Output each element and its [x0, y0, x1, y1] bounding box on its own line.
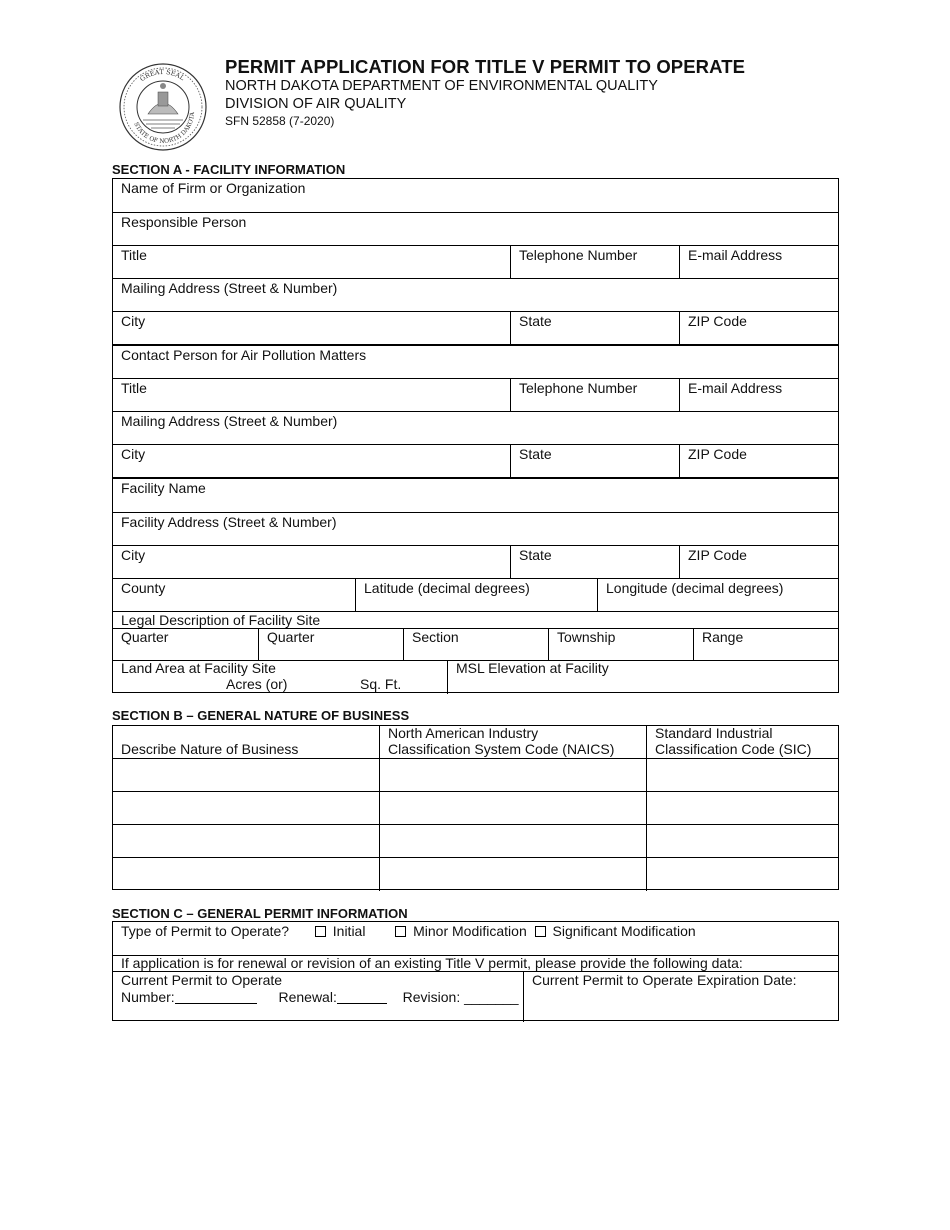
svg-text:STATE OF NORTH DAKOTA: STATE OF NORTH DAKOTA: [132, 111, 197, 146]
minor-modification-label: Minor Modification: [413, 923, 527, 939]
sic-cell[interactable]: [646, 792, 838, 824]
table-header-row: [113, 726, 838, 759]
expiration-date-field[interactable]: [523, 972, 838, 1022]
initial-checkbox[interactable]: [315, 926, 326, 937]
renewal-label: Renewal:: [278, 989, 337, 1005]
state-seal-logo: [118, 62, 208, 152]
naics-cell[interactable]: [379, 759, 646, 791]
county-label: County: [121, 580, 166, 596]
permit-number-input[interactable]: [175, 991, 257, 1004]
state-label: State: [519, 547, 552, 563]
agency-name: NORTH DAKOTA DEPARTMENT OF ENVIRONMENTAL QUALITY: [225, 78, 658, 94]
table-row: [113, 759, 838, 792]
current-permit-label: Current Permit to Operate: [121, 972, 283, 988]
business-cell[interactable]: [113, 825, 379, 857]
col-naics-label-1: North American Industry: [388, 725, 539, 741]
initial-label: Initial: [332, 923, 366, 939]
state-field[interactable]: [510, 312, 679, 344]
land-area-label: Land Area at Facility Site: [121, 660, 276, 676]
legal-description-row: [113, 612, 838, 629]
contact-person-label: Contact Person for Air Pollution Matters: [121, 347, 367, 363]
permit-type-question: Type of Permit to Operate?: [121, 923, 290, 939]
business-cell[interactable]: [113, 759, 379, 791]
contact-email-field[interactable]: [679, 379, 838, 411]
expiration-date-label: Current Permit to Operate Expiration Date:: [532, 972, 797, 988]
zip-label: ZIP Code: [688, 313, 747, 329]
facility-address-field[interactable]: [113, 513, 838, 546]
revision-label[interactable]: Revision: _______: [402, 989, 519, 1005]
township-label: Township: [557, 629, 616, 645]
facility-name-field[interactable]: [113, 479, 838, 513]
mailing-address-label: Mailing Address (Street & Number): [121, 413, 338, 429]
title-label: Title: [121, 247, 147, 263]
contact-person-field[interactable]: [113, 346, 838, 379]
table-row: [113, 858, 838, 891]
msl-elevation-field[interactable]: [447, 661, 838, 694]
col-sic-header: [646, 726, 838, 758]
svg-text:GREAT SEAL: GREAT SEAL: [138, 67, 187, 84]
longitude-field[interactable]: [597, 579, 838, 611]
section-b-title: SECTION B – GENERAL NATURE OF BUSINESS: [112, 708, 410, 723]
contact-state-field[interactable]: [510, 445, 679, 477]
facility-state-field[interactable]: [510, 546, 679, 578]
section-b-table: [112, 725, 839, 890]
mailing-address-field[interactable]: [113, 279, 838, 312]
longitude-label: Longitude (decimal degrees): [606, 580, 784, 596]
facility-name-label: Facility Name: [121, 480, 206, 496]
table-row: [113, 825, 838, 858]
significant-modification-checkbox[interactable]: [535, 926, 546, 937]
msl-elevation-label: MSL Elevation at Facility: [456, 660, 609, 676]
col-naics-header: [379, 726, 646, 758]
col-sic-label-1: Standard Industrial: [655, 725, 773, 741]
permit-number-label: Number:: [121, 989, 175, 1005]
state-label: State: [519, 446, 552, 462]
renewal-note: If application is for renewal or revision of an existing Title V permit, please provide the following data:: [121, 955, 743, 971]
facility-zip-field[interactable]: [679, 546, 838, 578]
col-business-header: [113, 726, 379, 758]
table-row: [113, 792, 838, 825]
section-a-title: SECTION A - FACILITY INFORMATION: [112, 162, 346, 177]
contact-mailing-address-field[interactable]: [113, 412, 838, 445]
responsible-email-field[interactable]: [679, 246, 838, 278]
city-label: City: [121, 313, 146, 329]
significant-modification-label: Significant Modification: [552, 923, 696, 939]
firm-name-label: Name of Firm or Organization: [121, 180, 306, 196]
col-business-label: Describe Nature of Business: [121, 741, 299, 757]
facility-city-field[interactable]: [113, 546, 510, 578]
business-cell[interactable]: [113, 858, 379, 891]
contact-city-field[interactable]: [113, 445, 510, 477]
col-naics-label-2: Classification System Code (NAICS): [388, 741, 615, 757]
mailing-address-label: Mailing Address (Street & Number): [121, 280, 338, 296]
range-field[interactable]: [693, 629, 838, 660]
sic-cell[interactable]: [646, 825, 838, 857]
zip-label: ZIP Code: [688, 547, 747, 563]
section-a-form: [112, 178, 839, 693]
section-label: Section: [412, 629, 459, 645]
quarter-label: Quarter: [121, 629, 169, 645]
sic-cell[interactable]: [646, 858, 838, 891]
email-label: E-mail Address: [688, 247, 783, 263]
city-label: City: [121, 446, 146, 462]
latitude-label: Latitude (decimal degrees): [364, 580, 530, 596]
zip-field[interactable]: [679, 312, 838, 344]
section-field[interactable]: [403, 629, 548, 660]
division-name: DIVISION OF AIR QUALITY: [225, 96, 407, 112]
contact-zip-field[interactable]: [679, 445, 838, 477]
contact-title-field[interactable]: [113, 379, 510, 411]
zip-label: ZIP Code: [688, 446, 747, 462]
responsible-person-field[interactable]: [113, 213, 838, 246]
form-number: SFN 52858 (7-2020): [225, 114, 335, 128]
contact-telephone-field[interactable]: [510, 379, 679, 411]
telephone-label: Telephone Number: [519, 380, 638, 396]
form-title: PERMIT APPLICATION FOR TITLE V PERMIT TO OPERATE: [225, 56, 746, 77]
sq-ft-label: Sq. Ft.: [360, 676, 402, 692]
title-label: Title: [121, 380, 147, 396]
county-field[interactable]: [113, 579, 355, 611]
business-cell[interactable]: [113, 792, 379, 824]
renewal-note-row: [113, 956, 838, 972]
firm-name-field[interactable]: [113, 179, 838, 213]
section-c-title: SECTION C – GENERAL PERMIT INFORMATION: [112, 906, 408, 921]
sic-cell[interactable]: [646, 759, 838, 791]
current-permit-field: [113, 972, 523, 1022]
latitude-field[interactable]: [355, 579, 597, 611]
city-field[interactable]: [113, 312, 510, 344]
naics-cell[interactable]: [379, 825, 646, 857]
facility-address-label: Facility Address (Street & Number): [121, 514, 337, 530]
naics-cell[interactable]: [379, 858, 646, 891]
state-label: State: [519, 313, 552, 329]
responsible-title-field[interactable]: [113, 246, 510, 278]
range-label: Range: [702, 629, 744, 645]
telephone-label: Telephone Number: [519, 247, 638, 263]
naics-cell[interactable]: [379, 792, 646, 824]
email-label: E-mail Address: [688, 380, 783, 396]
quarter-field-2[interactable]: [258, 629, 403, 660]
minor-modification-checkbox[interactable]: [395, 926, 406, 937]
legal-description-label: Legal Description of Facility Site: [121, 612, 321, 628]
land-area-field[interactable]: [113, 661, 447, 694]
permit-type-row: [113, 922, 838, 956]
township-field[interactable]: [548, 629, 693, 660]
acres-label: Acres (or): [226, 676, 288, 692]
quarter-field-1[interactable]: [113, 629, 258, 660]
section-c-form: [112, 921, 839, 1021]
quarter-label: Quarter: [267, 629, 315, 645]
col-sic-label-2: Classification Code (SIC): [655, 741, 812, 757]
responsible-telephone-field[interactable]: [510, 246, 679, 278]
city-label: City: [121, 547, 146, 563]
responsible-person-label: Responsible Person: [121, 214, 247, 230]
renewal-input[interactable]: [337, 991, 387, 1004]
